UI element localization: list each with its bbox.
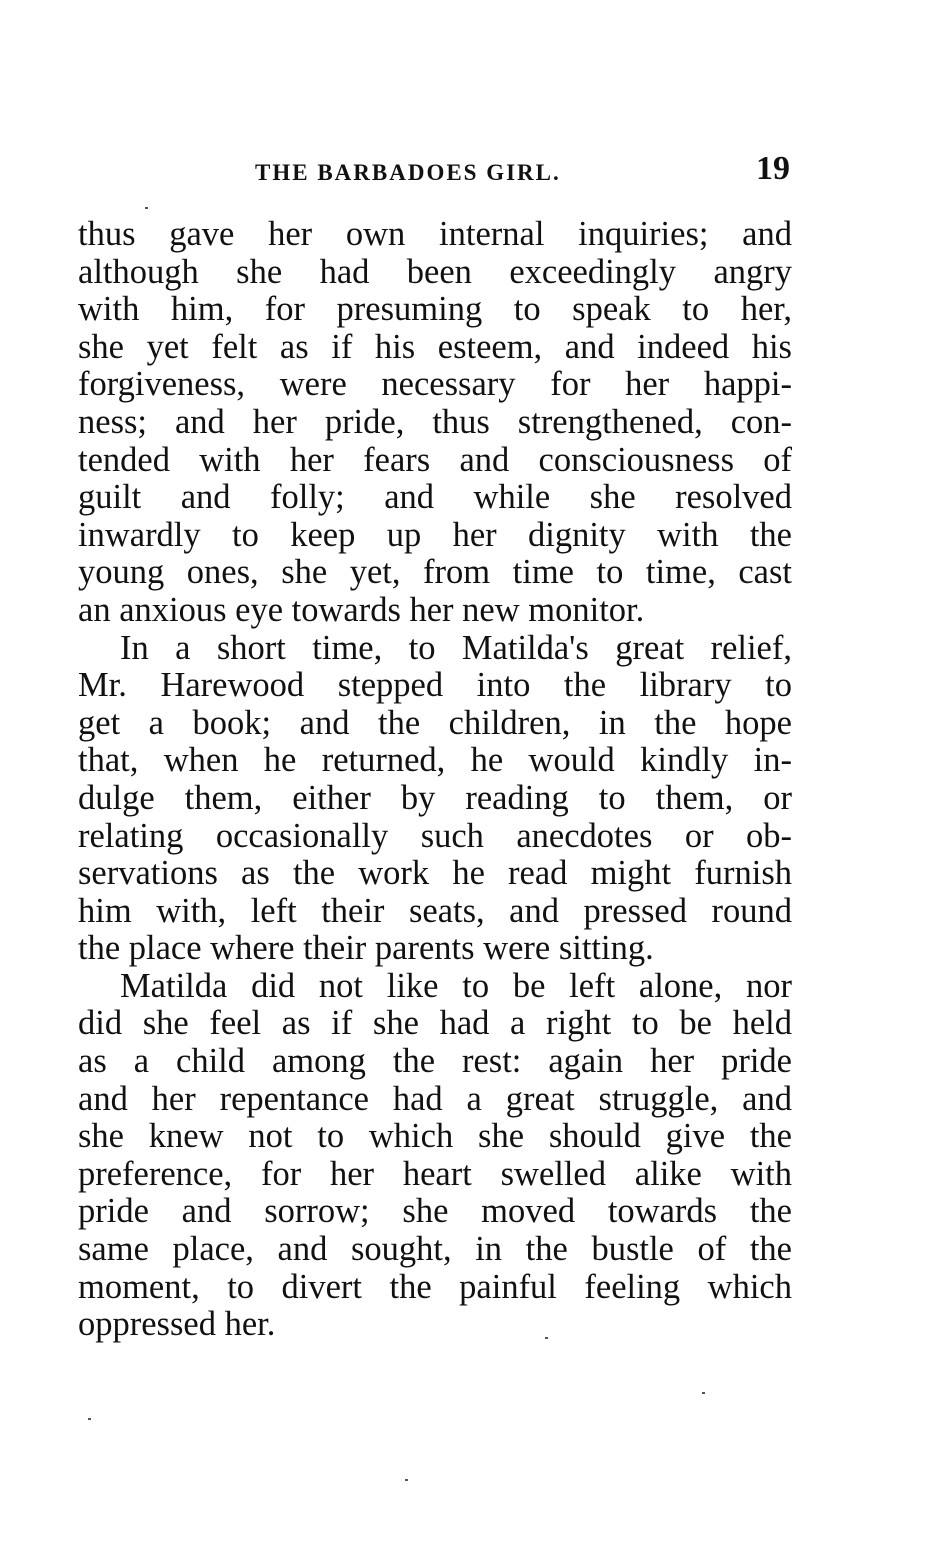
text-line: thus gave her own internal inquiries; and [78,215,792,253]
scan-speck [405,1479,408,1481]
text-line: servations as the work he read might furnish [78,854,792,893]
text-line: guilt and folly; and while she resolved [78,478,792,517]
scan-speck [145,207,148,209]
text-line: she yet felt as if his esteem, and indeed his [78,327,792,366]
running-header [78,150,794,194]
text-line: preference, for her heart swelled alike with [78,1154,792,1193]
text-line: did she feel as if she had a right to be held [78,1004,792,1043]
text-line: forgiveness, were necessary for her happi- [78,365,792,404]
running-title: THE BARBADOES GIRL. [255,160,561,185]
text-line: get a book; and the children, in the hope [78,703,792,742]
text-line: oppressed her. [78,1305,276,1344]
text-line: that, when he returned, he would kindly in- [78,741,792,780]
text-line: same place, and sought, in the bustle of the [78,1230,792,1269]
text-line: inwardly to keep up her dignity with the [78,515,792,554]
text-line: relating occasionally such anecdotes or ob- [78,816,792,855]
scan-speck [545,1337,548,1339]
text-line: dulge them, either by reading to them, or [78,778,792,817]
text-line: young ones, she yet, from time to time, cast [78,553,792,592]
text-line: moment, to divert the painful feeling which [78,1267,792,1306]
text-line: although she had been exceedingly angry [78,252,792,291]
scan-speck [88,1418,91,1420]
body-text [78,216,792,1344]
text-line: and her repentance had a great struggle, and [78,1079,792,1118]
text-line: as a child among the rest: again her pride [78,1042,792,1081]
text-line: she knew not to which she should give the [78,1117,792,1156]
text-line: Mr. Harewood stepped into the library to [78,666,792,705]
page-number: 19 [756,150,790,187]
text-line: him with, left their seats, and pressed round [78,891,792,930]
text-line: tended with her fears and consciousness of [78,440,792,479]
scan-speck [702,1392,705,1394]
text-line: pride and sorrow; she moved towards the [78,1192,792,1231]
text-line: In a short time, to Matilda's great relief, [120,628,792,667]
text-line: Matilda did not like to be left alone, nor [120,966,792,1005]
text-line: with him, for presuming to speak to her, [78,290,792,329]
text-line: an anxious eye towards her new monitor. [78,590,645,629]
text-line: ness; and her pride, thus strengthened, con- [78,402,792,441]
text-line: the place where their parents were sitting. [78,929,654,968]
